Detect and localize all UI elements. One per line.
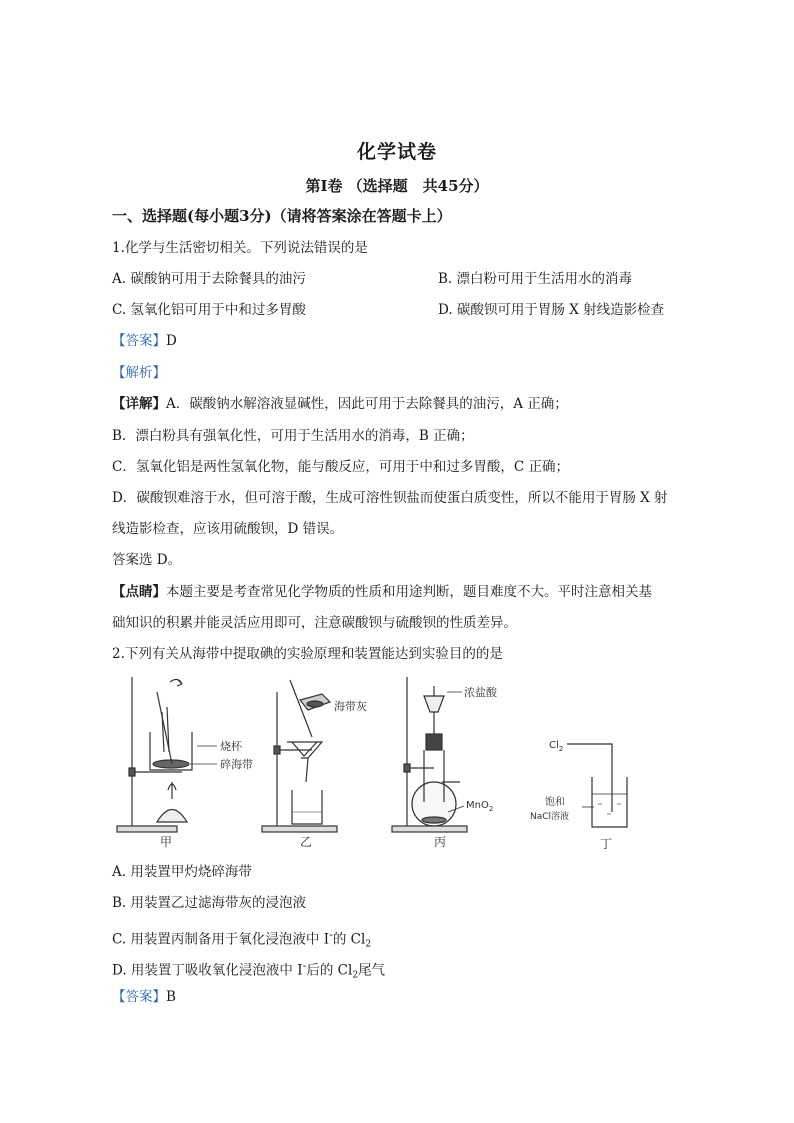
q1-comment2: 础知识的积累并能灵活应用即可，注意碳酸钡与硫酸钡的性质差异。 [112,615,517,631]
q1-detail-d2: 线造影检查，应该用硫酸钡，D 错误。 [112,521,344,537]
q1-detail-a: A．碳酸钠水解溶液显碱性，因此可用于去除餐具的油污，A 正确； [166,396,568,412]
q1-detail-c: C．氢氧化铝是两性氢氧化物，能与酸反应，可用于中和过多胃酸，C 正确； [112,459,569,475]
yi-caption: 乙 [300,835,313,849]
apparatus-figure [112,672,632,856]
q2-option-b: B. 用装置乙过滤海带灰的浸泡液 [112,895,307,911]
q1-option-a: A. 碳酸钠可用于去除餐具的油污 [112,271,306,287]
q1-detail-b: B．漂白粉具有强氧化性，可用于生活用水的消毒，B 正确； [112,428,474,444]
q2-answer-line [112,987,176,1007]
section-heading: 一、选择题(每小题3分)（请将答案涂在答题卡上） [112,207,452,225]
doc-title: 化学试卷 [356,141,437,163]
apparatus-yi [262,680,367,849]
q1-option-b: B. 漂白粉可用于生活用水的消毒 [438,271,633,287]
q2-answer-tag: 【答案】 [112,989,166,1005]
apparatus-bing [392,677,498,849]
q2-option-d: D. 用装置丁吸收氧化浸泡液中 I-后的 $Cl_2$尾气 [112,959,386,981]
q1-detail-d1: D．碳酸钡难溶于水，但可溶于酸，生成可溶性钡盐而使蛋白质变性，所以不能用于胃肠 X 射 [112,490,668,506]
part-title: 第Ⅰ卷 （选择题 共45分） [305,177,489,195]
q1-analysis-tag: 【解析】 [112,365,166,381]
q1-option-d: D. 碳酸钡可用于胃肠 X 射线造影检查 [438,302,665,318]
q1-comment1: 本题主要是考查常见化学物质的性质和用途判断，题目难度不大。平时注意相关基 [166,584,652,600]
ding-caption: 丁 [600,837,613,851]
q1-detail-a-line [112,394,568,414]
q1-comment-line1 [112,582,652,602]
apparatus-ding [530,740,627,851]
q1-choose: 答案选 D。 [112,552,182,568]
bing-caption: 丙 [434,835,447,849]
q1-comment-tag: 【点睛】 [112,584,166,600]
q2-answer: B [166,989,176,1005]
jia-label-seaweed: 碎海带 [220,758,253,771]
yi-label-ash: 海带灰 [334,700,367,713]
q2-option-c: C. 用装置丙制备用于氧化浸泡液中 I-的 $Cl_2$ [112,928,372,950]
q1-option-c: C. 氢氧化铝可用于中和过多胃酸 [112,302,306,318]
q1-answer-tag: 【答案】 [112,333,166,349]
q1-answer-line [112,331,177,351]
jia-label-beaker: 烧杯 [220,740,242,753]
ding-label-cl2: $Cl_2$ [549,740,564,753]
bing-label-acid: 浓盐酸 [464,686,497,699]
jia-caption: 甲 [160,835,173,849]
q2-stem: 2.下列有关从海带中提取碘的实验原理和装置能达到实验目的的是 [112,646,503,662]
q1-answer: D [166,333,177,349]
ding-label-saturated: 饱和 [545,797,565,808]
q1-detail-tag: 【详解】 [112,396,166,412]
apparatus-jia [117,677,253,849]
q1-stem: 1.化学与生活密切相关。下列说法错误的是 [112,240,368,256]
bing-label-mno2: MnO$_2$ [466,800,494,813]
ding-label-nacl: NaCl溶液 [530,812,570,822]
q2-option-a: A. 用装置甲灼烧碎海带 [112,864,252,880]
